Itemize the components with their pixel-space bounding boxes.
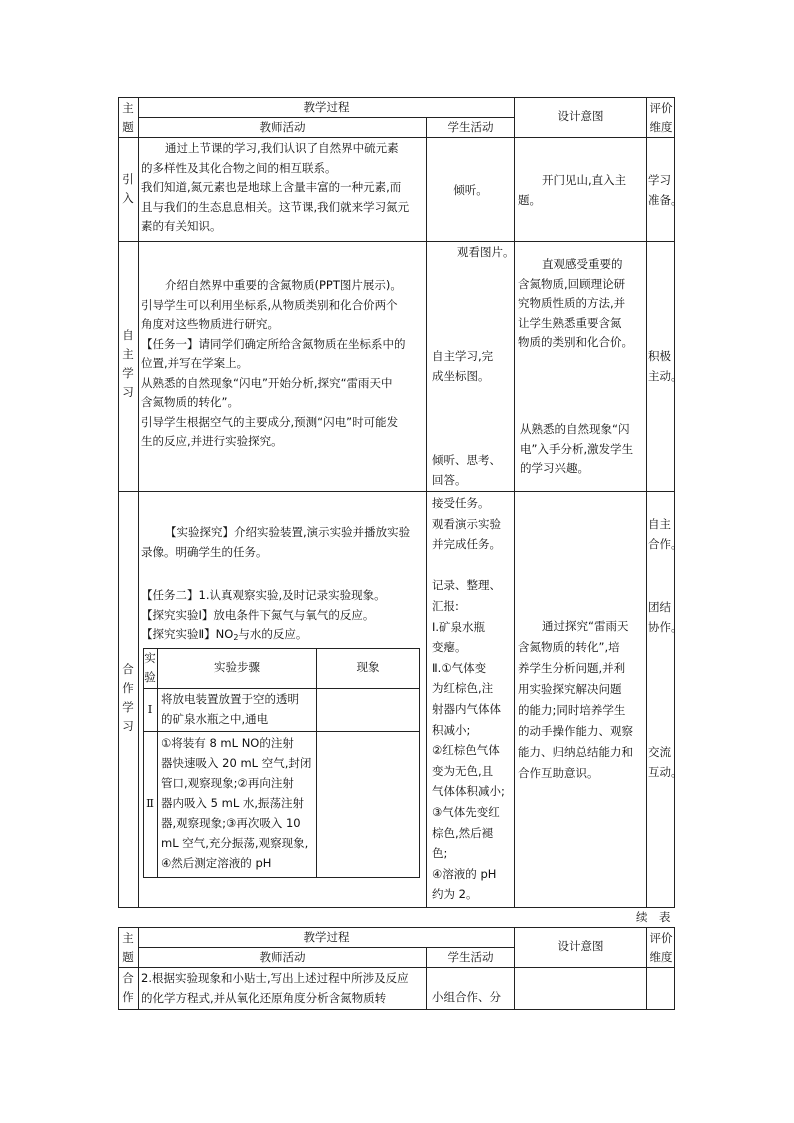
teacher-line: 通过上节课的学习,我们认识了自然界中硫元素 — [165, 141, 399, 155]
design-line: 养学生分析问题,并利 — [518, 661, 626, 675]
header-design: 设计意图 — [557, 109, 604, 123]
step-line: 器,观察现象;③再次吸入 10 — [161, 816, 301, 830]
student-line: 气体体积减小; — [432, 784, 505, 799]
exp-row2-id: Ⅱ — [146, 796, 154, 810]
student-line: 自主学习,完 — [432, 349, 494, 363]
row-self-student-c — [432, 451, 501, 490]
step-line: ①将装有 8 mL NO的注射 — [161, 736, 294, 750]
header-student: 学生活动 — [447, 120, 494, 134]
t2-header-eval: 评价维度 — [649, 931, 673, 964]
student-line: 约为 2。 — [432, 887, 478, 902]
student-line: ③气体先变红 — [432, 804, 500, 819]
student-line: 接受任务。 — [432, 496, 490, 510]
teacher-line-task-ii — [141, 625, 386, 648]
header-process: 教学过程 — [303, 100, 350, 114]
design-line: 的学习兴趣。 — [520, 461, 589, 475]
t2-header-student: 学生活动 — [447, 950, 494, 964]
task-ii-prefix: 【探究实验Ⅱ】NO — [141, 627, 234, 641]
student-line: 成坐标图。 — [432, 368, 490, 383]
row-coop-tasks — [141, 586, 386, 648]
design-line: 让学生熟悉重要含氮 — [518, 315, 622, 330]
row-coop-design — [518, 616, 633, 784]
eval-line: 主动。 — [648, 368, 683, 383]
design-line: 能力、归纳总结能力和 — [518, 745, 633, 759]
student-line: Ⅱ.①气体变 — [432, 660, 487, 675]
t2-row-student: 小组合作、分 — [432, 990, 501, 1004]
row-coop-theme: 合作学习 — [122, 662, 134, 733]
row-intro-theme: 引入 — [122, 172, 134, 205]
student-line: 变瘪。 — [432, 640, 467, 655]
task-ii-subscript: 2 — [233, 633, 239, 642]
t2-header-teacher: 教师活动 — [259, 950, 306, 964]
eval-line: 准备。 — [648, 192, 683, 207]
step-line: 管口,观察现象;②再向注射 — [161, 776, 294, 790]
student-line: 记录、整理、 — [432, 578, 501, 593]
row-self-design-a — [518, 255, 633, 353]
eval-line: 合作。 — [648, 536, 683, 551]
header-theme: 主题 — [122, 101, 134, 134]
row-intro-eval — [648, 171, 683, 210]
student-line: 倾听、思考、 — [432, 453, 501, 467]
eval-line: 积极 — [648, 349, 671, 363]
design-line: 直观感受重要的 — [542, 257, 623, 271]
t2-row-theme: 合作 — [122, 971, 134, 1004]
student-line: 色; — [432, 846, 448, 861]
design-line: 通过探究“雷雨天 — [542, 619, 629, 633]
step-line: 将放电装置放置于空的透明 — [161, 692, 299, 706]
step-line: mL 空气,充分振荡,观察现象, — [161, 836, 309, 850]
design-line: 的动手操作能力、观察 — [518, 724, 633, 738]
t2-header-design: 设计意图 — [557, 939, 604, 953]
teacher-line: 2.根据实验现象和小贴士,写出上述过程中所涉及反应 — [141, 971, 409, 985]
design-line: 题。 — [518, 192, 541, 207]
t2-row-teacher — [141, 969, 409, 1008]
step-line: ④然后测定溶液的 pH — [161, 856, 272, 870]
row-self-student-b — [432, 347, 493, 386]
exp-row1-steps — [161, 690, 299, 729]
row-self-eval — [648, 347, 683, 386]
teacher-line: 从熟悉的自然现象“闪电”开始分析,探究“雷雨天中 — [141, 375, 393, 390]
eval-line: 交流 — [648, 745, 671, 759]
design-line: 物质的类别和化合价。 — [518, 335, 633, 349]
student-line: ④溶液的 pH — [432, 866, 497, 881]
t2-header-process: 教学过程 — [303, 930, 350, 944]
teacher-line: 且与我们的生态息息相关。这节课,我们就来学习氮元 — [141, 199, 410, 214]
row-intro-design — [518, 171, 626, 210]
eval-line: 团结 — [648, 600, 671, 614]
teacher-line: 【实验探究】介绍实验装置,演示实验并播放实验 — [165, 525, 411, 539]
teacher-line: 引导学生可以利用坐标系,从物质类别和化合价两个 — [141, 297, 398, 312]
student-line: 汇报: — [432, 598, 459, 613]
step-line: 的矿泉水瓶之中,通电 — [161, 711, 269, 726]
teacher-line: 录像。明确学生的任务。 — [141, 544, 268, 559]
teacher-line: 【任务二】1.认真观察实验,及时记录实验现象。 — [141, 588, 386, 602]
student-line: 观看演示实验 — [432, 516, 501, 531]
design-line: 的能力;同时培养学生 — [518, 703, 626, 717]
teacher-line: 【探究实验Ⅰ】放电条件下氮气与氧气的反应。 — [141, 607, 375, 622]
design-line: 开门见山,直入主 — [542, 173, 627, 187]
teacher-line: 位置,并写在学案上。 — [141, 356, 249, 370]
teacher-line: 角度对这些物质进行研究。 — [141, 317, 279, 331]
teacher-line: 我们知道,氮元素也是地球上含量丰富的一种元素,而 — [141, 180, 402, 194]
exp-col-id-header: 实验 — [144, 651, 156, 684]
row-coop-teacher — [141, 523, 410, 562]
student-line: 积减小; — [432, 722, 471, 737]
student-line: 棕色,然后褪 — [432, 825, 494, 840]
teacher-line: 【任务一】请同学们确定所给含氮物质在坐标系中的 — [141, 336, 406, 351]
t2-header-theme: 主题 — [122, 931, 134, 964]
exp-row2-steps — [161, 733, 311, 873]
student-line: 为红棕色,注 — [432, 681, 494, 696]
exp-col-steps-header: 实验步骤 — [214, 660, 260, 674]
row-coop-eval-b — [648, 598, 683, 637]
teacher-line: 引导学生根据空气的主要成分,预测“闪电”时可能发 — [141, 414, 399, 429]
step-line: 器快速吸入 20 mL 空气,封闭 — [161, 756, 312, 770]
student-line: 射器内气体体 — [432, 701, 501, 716]
teacher-line: 介绍自然界中重要的含氮物质(PPT图片展示)。 — [165, 278, 402, 292]
teacher-line: 素的有关知识。 — [141, 219, 222, 233]
eval-line: 学习 — [648, 173, 671, 187]
task-ii-suffix: 与水的反应。 — [238, 627, 308, 641]
teacher-line: 的化学方程式,并从氧化还原角度分析含氮物质转 — [141, 990, 387, 1005]
design-line: 用实验探究解决问题 — [518, 682, 622, 696]
row-self-design-b — [520, 420, 633, 479]
row-coop-student — [432, 493, 505, 905]
row-self-student-a: 观看图片。 — [457, 245, 515, 259]
design-line: 究物质性质的方法,并 — [518, 296, 626, 310]
header-eval: 评价维度 — [649, 101, 673, 134]
row-coop-eval-c — [648, 743, 683, 782]
row-intro-teacher — [141, 139, 409, 237]
student-line: Ⅰ.矿泉水瓶 — [432, 619, 486, 634]
exp-row1-id: Ⅰ — [147, 702, 153, 716]
step-line: 器内吸入 5 mL 水,振荡注射 — [161, 796, 305, 810]
exp-col-phen-header: 现象 — [356, 660, 380, 674]
row-intro-student: 倾听。 — [453, 183, 488, 197]
eval-line: 互动。 — [648, 764, 683, 779]
design-line: 含氮物质的转化”,培 — [518, 640, 620, 654]
design-line: 从熟悉的自然现象“闪 — [520, 422, 630, 436]
student-line: 并完成任务。 — [432, 537, 501, 552]
row-coop-eval-a — [648, 515, 683, 554]
row-self-teacher — [141, 276, 406, 452]
teacher-line: 的多样性及其化合物之间的相互联系。 — [141, 160, 337, 175]
design-line: 合作互助意识。 — [518, 766, 599, 780]
header-teacher: 教师活动 — [259, 120, 306, 134]
continued-label: 续 表 — [636, 910, 671, 924]
student-line: ②红棕色气体 — [432, 743, 500, 758]
design-line: 电”入手分析,激发学生 — [520, 441, 634, 456]
design-line: 含氮物质,回顾理论研 — [518, 276, 626, 291]
teacher-line: 含氮物质的转化”。 — [141, 395, 239, 409]
teacher-line: 生的反应,并进行实验探究。 — [141, 434, 283, 448]
row-self-theme: 自主学习 — [122, 328, 134, 399]
student-line: 变为无色,且 — [432, 763, 494, 778]
student-line: 回答。 — [432, 472, 467, 487]
eval-line: 协作。 — [648, 619, 683, 634]
student-line — [432, 555, 505, 576]
eval-line: 自主 — [648, 517, 671, 531]
